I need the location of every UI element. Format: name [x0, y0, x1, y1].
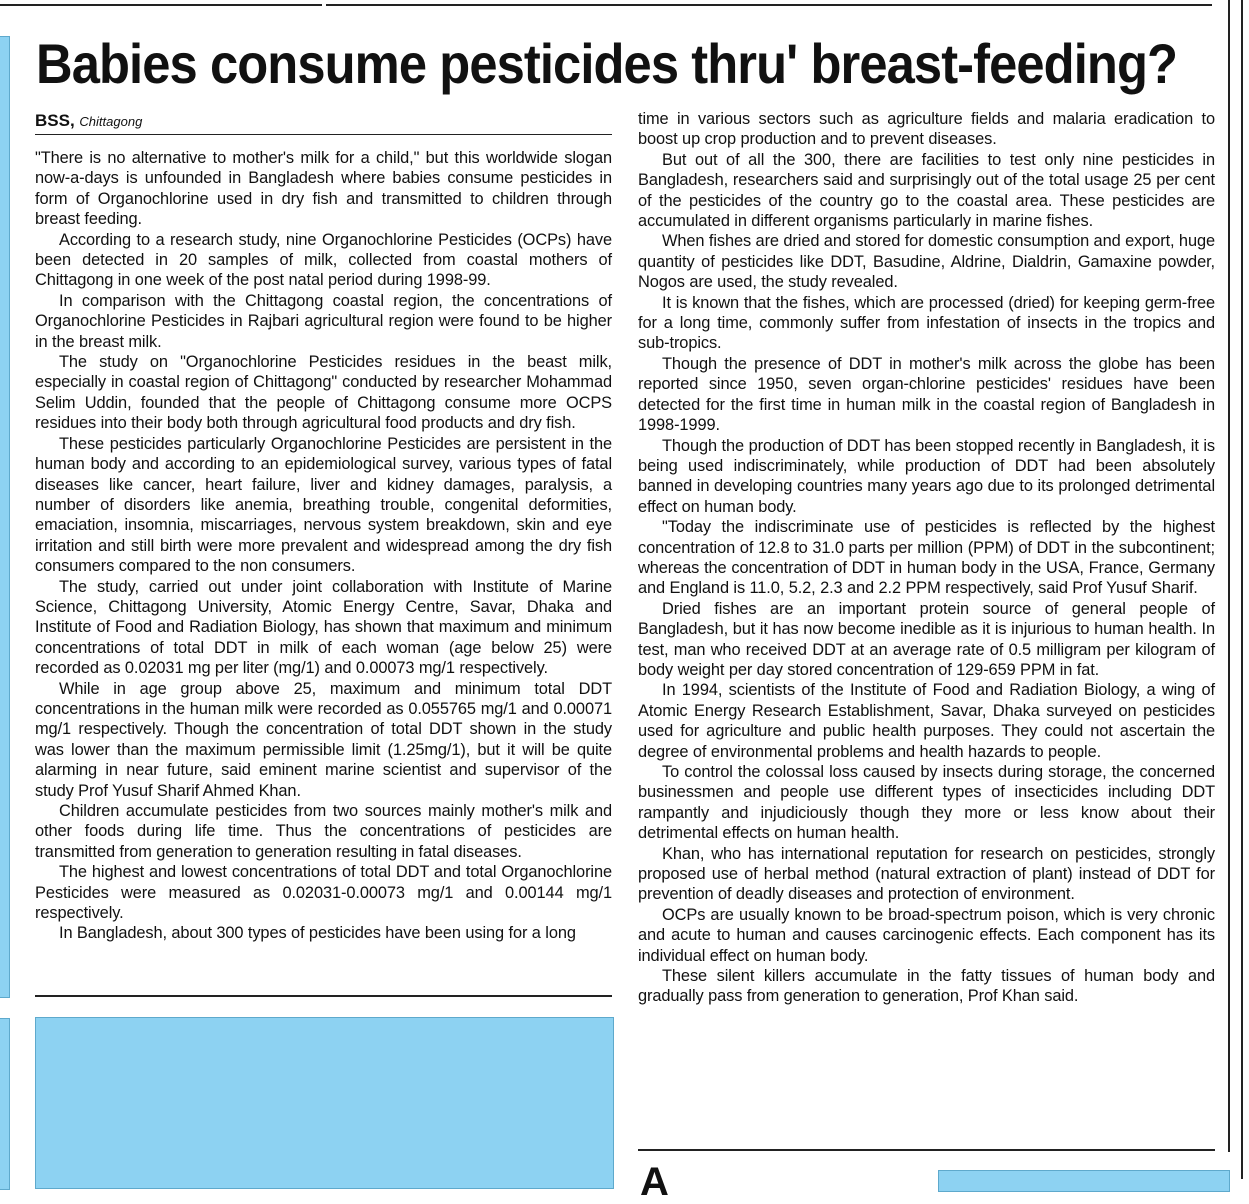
article-column-1 — [35, 148, 612, 944]
paragraph: According to a research study, nine Organochlorine Pesticides (OCPs) have been detected in 20 samples of milk, collected from coastal mothers of Chittagong in one week of the post natal period during 1998-99. — [35, 230, 612, 290]
article-headline: Babies consume pesticides thru' breast-feeding? — [36, 32, 1178, 95]
paragraph: The study on "Organochlorine Pesticides residues in the beast milk, especially in coastal region of Chittagong" conducted by researcher Mohammad Selim Uddin, founded that the people of Chittagong consume more OCPS residues into their body both through agricultural food products and dry fish. — [35, 353, 612, 433]
left-neighbor-box-bottom — [0, 1018, 10, 1190]
paragraph-continuation: time in various sectors such as agriculture fields and malaria eradication to boost up crop production and to prevent diseases. — [638, 110, 1215, 149]
column-2-bottom-rule — [638, 1149, 1215, 1151]
advertisement-placeholder-box — [35, 1017, 614, 1189]
left-neighbor-box-top — [0, 36, 10, 998]
paragraph: These silent killers accumulate in the fatty tissues of human body and gradually pass from generation to generation, Prof Khan said. — [638, 967, 1215, 1006]
paragraph: Dried fishes are an important protein source of general people of Bangladesh, but it has now become inedible as it is injurious to human health. In test, man who received DDT at an average rate of 0.5 milligram per kilogram of body weight per day stored concentration of 129-659 PPM in fat. — [638, 599, 1215, 679]
paragraph: In 1994, scientists of the Institute of Food and Radiation Biology, a wing of Atomic Energy Research Establishment, Savar, Dhaka surveyed on pesticides used for agriculture and public health purposes. They could not ascertain the degree of environmental problems and health hazards to people. — [638, 681, 1215, 761]
paragraph: Though the production of DDT has been stopped recently in Bangladesh, it is being used indiscriminately, while production of DDT had been absolutely banned in developing countries many years ago due to its prolonged detrimental effect on human body. — [638, 436, 1215, 516]
paragraph: The study, carried out under joint collaboration with Institute of Marine Science, Chittagong University, Atomic Energy Centre, Savar, Dhaka and Institute of Food and Radiation Biology, has shown that maximum and minimum concentrations of total DDT in milk of each woman (age below 25) were recorded as 0.02031 mg per liter (mg/1) and 0.00073 mg/1 respectively. — [35, 577, 612, 678]
paragraph: These pesticides particularly Organochlorine Pesticides are persistent in the human body and according to an epidemiological survey, various types of fatal diseases like cancer, heart failure, liver and kidney damages, paralysis, a number of disorders like anemia, breathing trouble, congenital deformities, emaciation, insomnia, miscarriages, nervous system breakdown, skin and eye irritation and still birth were more prevalent and widespread among the dry fish consumers compared to the non consumers. — [35, 434, 612, 576]
top-rule-right — [326, 4, 1212, 6]
paragraph: Children accumulate pesticides from two sources mainly mother's milk and other foods during life time. Thus the concentrations of pesticides are transmitted from generation to generation resulting in fatal diseases. — [35, 802, 612, 861]
right-column-divider — [1228, 0, 1230, 1152]
dateline-location: Chittagong — [79, 114, 143, 129]
paragraph: "Today the indiscriminate use of pesticides is reflected by the highest concentration of 12.8 to 31.0 parts per million (PPM) of DDT in the subcontinent; whereas the concentration of DDT in human body in the USA, France, Germany and England is 11.0, 5.2, 2.3 and 2.2 PPM respectively, said Prof Yusuf Sharif. — [638, 518, 1215, 598]
paragraph: While in age group above 25, maximum and minimum total DDT concentrations in the human milk were recorded as 0.055765 mg/1 and 0.00071 mg/1 respectively. Though the concentration of total DDT shown in the study was lower than the maximum permissible limit (1.25mg/1), but it will be quite alarming in near future, said eminent marine scientist and supervisor of the study Prof Yusuf Sharif Ahmed Khan. — [35, 679, 612, 800]
paragraph: Khan, who has international reputation for research on pesticides, strongly proposed use of herbal method (natural extraction of plant) instead of DDT for prevention of deadly diseases and protection of environment. — [638, 844, 1215, 904]
paragraph: The highest and lowest concentrations of total DDT and total Organochlorine Pesticides were measured as 0.02031-0.00073 mg/1 and 0.00144 mg/1 respectively. — [35, 863, 612, 923]
byline — [35, 110, 612, 135]
paragraph: To control the colossal loss caused by insects during storage, the concerned businessmen and people use different types of insecticides including DDT rampantly and injudiciously though they more or less know about their detrimental effects on human health. — [638, 763, 1215, 843]
column-1-bottom-rule — [35, 995, 612, 997]
far-right-divider — [1241, 0, 1243, 1179]
paragraph: "There is no alternative to mother's milk for a child," but this worldwide slogan now-a-days is unfounded in Bangladesh where babies consume pesticides in form of Organochlorine used in dry fish and transmitted to children through breast feeding. — [35, 149, 612, 229]
next-article-headline-fragment: A — [640, 1160, 669, 1204]
paragraph: When fishes are dried and stored for domestic consumption and export, huge quantity of pesticides like DDT, Basudine, Aldrine, Dialdrin, Gamaxine powder, Nogos are used, the study revealed. — [638, 232, 1215, 292]
paragraph: Though the presence of DDT in mother's milk across the globe has been reported since 1950, seven organ-chlorine pesticides' residues have been detected for the first time in human milk in the coastal region of Bangladesh in 1998-1999. — [638, 354, 1215, 435]
paragraph: OCPs are usually known to be broad-spectrum poison, which is very chronic and acute to human and causes carcinogenic effects. Each component has its individual effect on human body. — [638, 905, 1215, 965]
paragraph: In Bangladesh, about 300 types of pesticides have been using for a long — [59, 924, 576, 943]
news-agency: BSS, — [35, 111, 75, 130]
paragraph: It is known that the fishes, which are processed (dried) for keeping germ-free for a long time, commonly suffer from infestation of insects in the tropics and sub-tropics. — [638, 293, 1215, 353]
top-rule-left — [0, 4, 322, 6]
paragraph: But out of all the 300, there are facilities to test only nine pesticides in Bangladesh, researchers said and surprisingly out of the total usage 25 per cent of the pesticides of the country go to the coastal area. These pesticides are accumulated in different organisms particularly in marine fishes. — [638, 150, 1215, 231]
paragraph: In comparison with the Chittagong coastal region, the concentrations of Organochlorine Pesticides in Rajbari agricultural region were found to be higher in the breast milk. — [35, 291, 612, 351]
bottom-right-box — [938, 1170, 1230, 1192]
article-column-2 — [638, 109, 1215, 1007]
